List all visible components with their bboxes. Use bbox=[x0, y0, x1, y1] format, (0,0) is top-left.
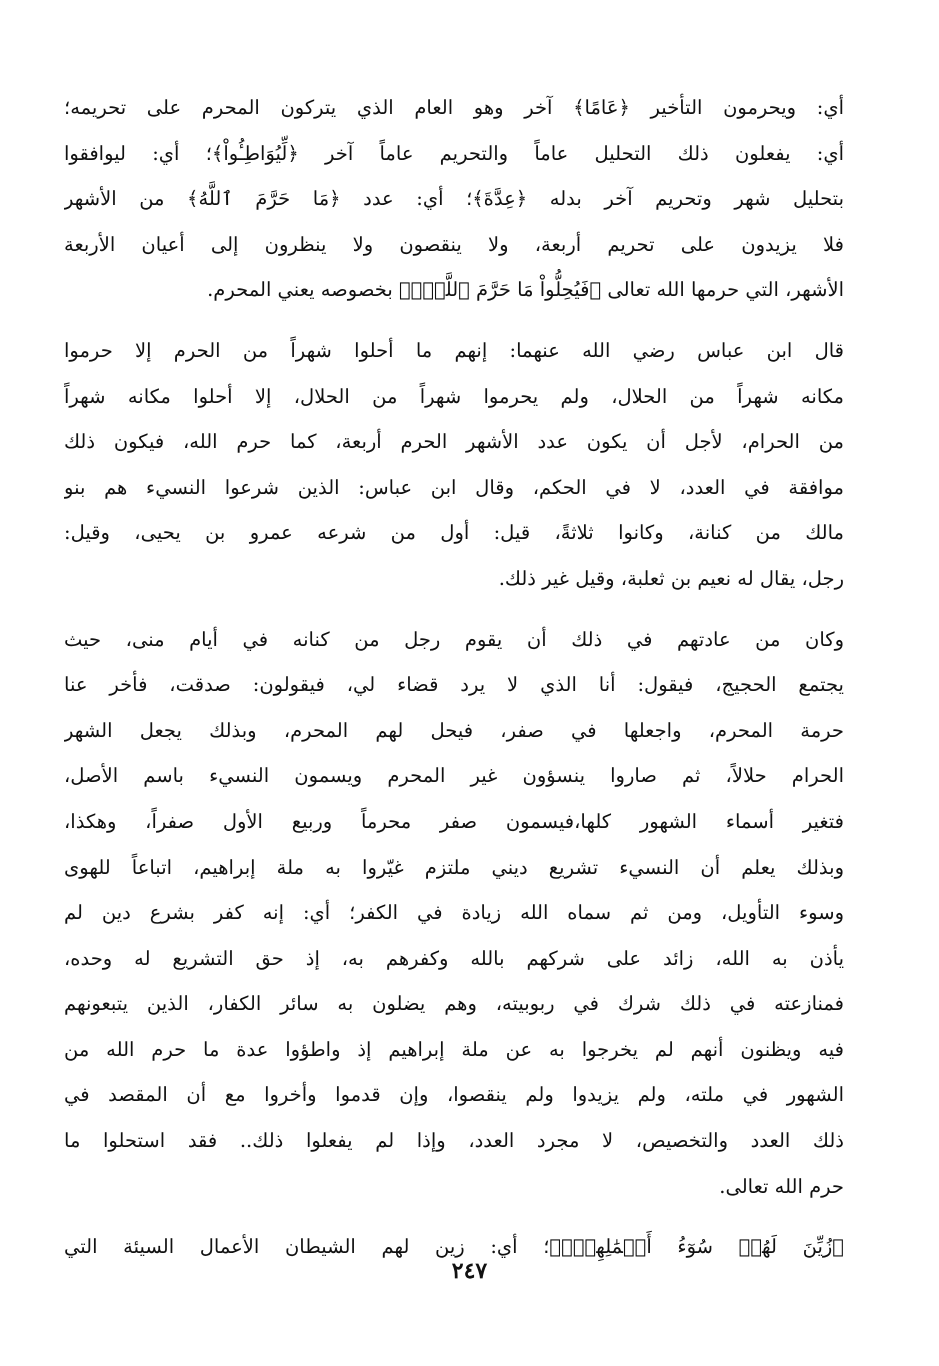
text-line: الأشهر، التي حرمها الله تعالى ﴿فَيُحِلُّواْ مَا حَرَّمَ ٱللَّهُۚ﴾ بخصوصه يعني المحرم. bbox=[207, 278, 844, 302]
paragraph bbox=[64, 85, 844, 313]
paragraph-gap bbox=[64, 602, 844, 617]
paragraph bbox=[64, 328, 844, 602]
text-line: فتغير أسماء الشهور كلها،فيسمون صفر محرماً وربيع الأول صفراً، وهكذا، bbox=[64, 809, 844, 833]
text-line: أي: ويحرمون التأخير ﴿عَامًا﴾ آخر وهو العام الذي يتركون المحرم على تحريمه؛ bbox=[64, 96, 844, 119]
text-line: وسوء التأويل، ومن ثم سماه الله زيادة في الكفر؛ أي: إنه كفر بشرع دين لم bbox=[64, 901, 844, 925]
text-line: من الحرام، لأجل أن يكون عدد الأشهر الحرم أربعة، كما حرم الله، فيكون ذلك bbox=[64, 430, 844, 454]
text-line: يجتمع الحجيج، فيقول: أنا الذي لا يرد قضاء لي، فيقولون: صدقت، فأخر عنا bbox=[64, 673, 844, 697]
text-line: مكانه شهراً من الحلال، ولم يحرموا شهراً من الحلال، إلا أحلوا مكانه شهراً bbox=[64, 384, 844, 408]
text-line: الحرام حلالاً، ثم صاروا ينسؤون غير المحرم ويسمون النسيء باسم الأصل، bbox=[64, 764, 844, 788]
text-line: رجل، يقال له نعيم بن ثعلبة، وقيل غير ذلك. bbox=[498, 566, 844, 590]
text-line: ذلك العدد والتخصيص، لا مجرد العدد، وإذا لم يفعلوا ذلك.. فقد استحلوا ما bbox=[64, 1129, 844, 1153]
text-line: أي: يفعلون ذلك التحليل عاماً والتحريم عاماً آخر ﴿لِّيُوَاطِـُٔواْ﴾؛ أي: ليوافقوا bbox=[64, 141, 844, 165]
text-line: ﴿زُيِّنَ لَهُمۡ سُوٓءُ أَعۡمَٰلِهِمۡۗ﴾؛ أي: زين لهم الشيطان الأعمال السيئة التي bbox=[64, 1235, 844, 1259]
text-line: مالك من كنانة، وكانوا ثلاثةً، قيل: أول من شرعه عمرو بن يحيى، وقيل: bbox=[64, 521, 844, 545]
document-page bbox=[64, 85, 844, 1270]
text-line: وكان من عادتهم في ذلك أن يقوم رجل من كنانه في أيام منى، حيث bbox=[64, 627, 844, 651]
text-line: الشهور في ملته، ولم يزيدوا ولم ينقصوا، وإن قدموا وأخروا مع أن المقصد في bbox=[64, 1083, 844, 1107]
text-line: موافقة في العدد، لا في الحكم، وقال ابن عباس: الذين شرعوا النسيء هم بنو bbox=[64, 475, 844, 499]
text-line: وبذلك يعلم أن النسيء تشريع ديني ملتزم غيّروا به ملة إبراهيم، اتباعاً للهوى bbox=[64, 855, 844, 879]
text-line: بتحليل شهر وتحريم آخر بدله ﴿عِدَّةَ﴾؛ أي: عدد ﴿مَا حَرَّمَ ٱللَّهُ﴾ من الأشهر bbox=[64, 187, 844, 211]
paragraph-gap bbox=[64, 1209, 844, 1224]
text-line: فمنازعته في ذلك شرك في ربوبيته، وهم يضلون به سائر الكفار، الذين يتبعونهم bbox=[64, 992, 844, 1016]
text-line: قال ابن عباس رضي الله عنهما: إنهم ما أحلوا شهراً من الحرم إلا حرموا bbox=[64, 338, 844, 362]
text-line: يأذن به الله، زائد على شركهم بالله وكفرهم به، إذ حق التشريع له وحده، bbox=[64, 946, 844, 970]
page-number: ٢٤٧ bbox=[451, 1258, 488, 1284]
text-line: فيه ويظنون أنهم لم يخرجوا به عن ملة إبراهيم إذ واطؤوا عدة ما حرم الله من bbox=[64, 1037, 844, 1061]
text-line: حرم الله تعالى. bbox=[719, 1174, 844, 1198]
paragraph-gap bbox=[64, 313, 844, 328]
text-line: فلا يزيدون على تحريم أربعة، ولا ينقصون ولا ينظرون إلى أعيان الأربعة bbox=[64, 232, 844, 256]
text-line: حرمة المحرم، واجعلها في صفر، فيحل لهم المحرم، وبذلك يجعل الشهر bbox=[64, 718, 844, 742]
paragraph bbox=[64, 617, 844, 1210]
